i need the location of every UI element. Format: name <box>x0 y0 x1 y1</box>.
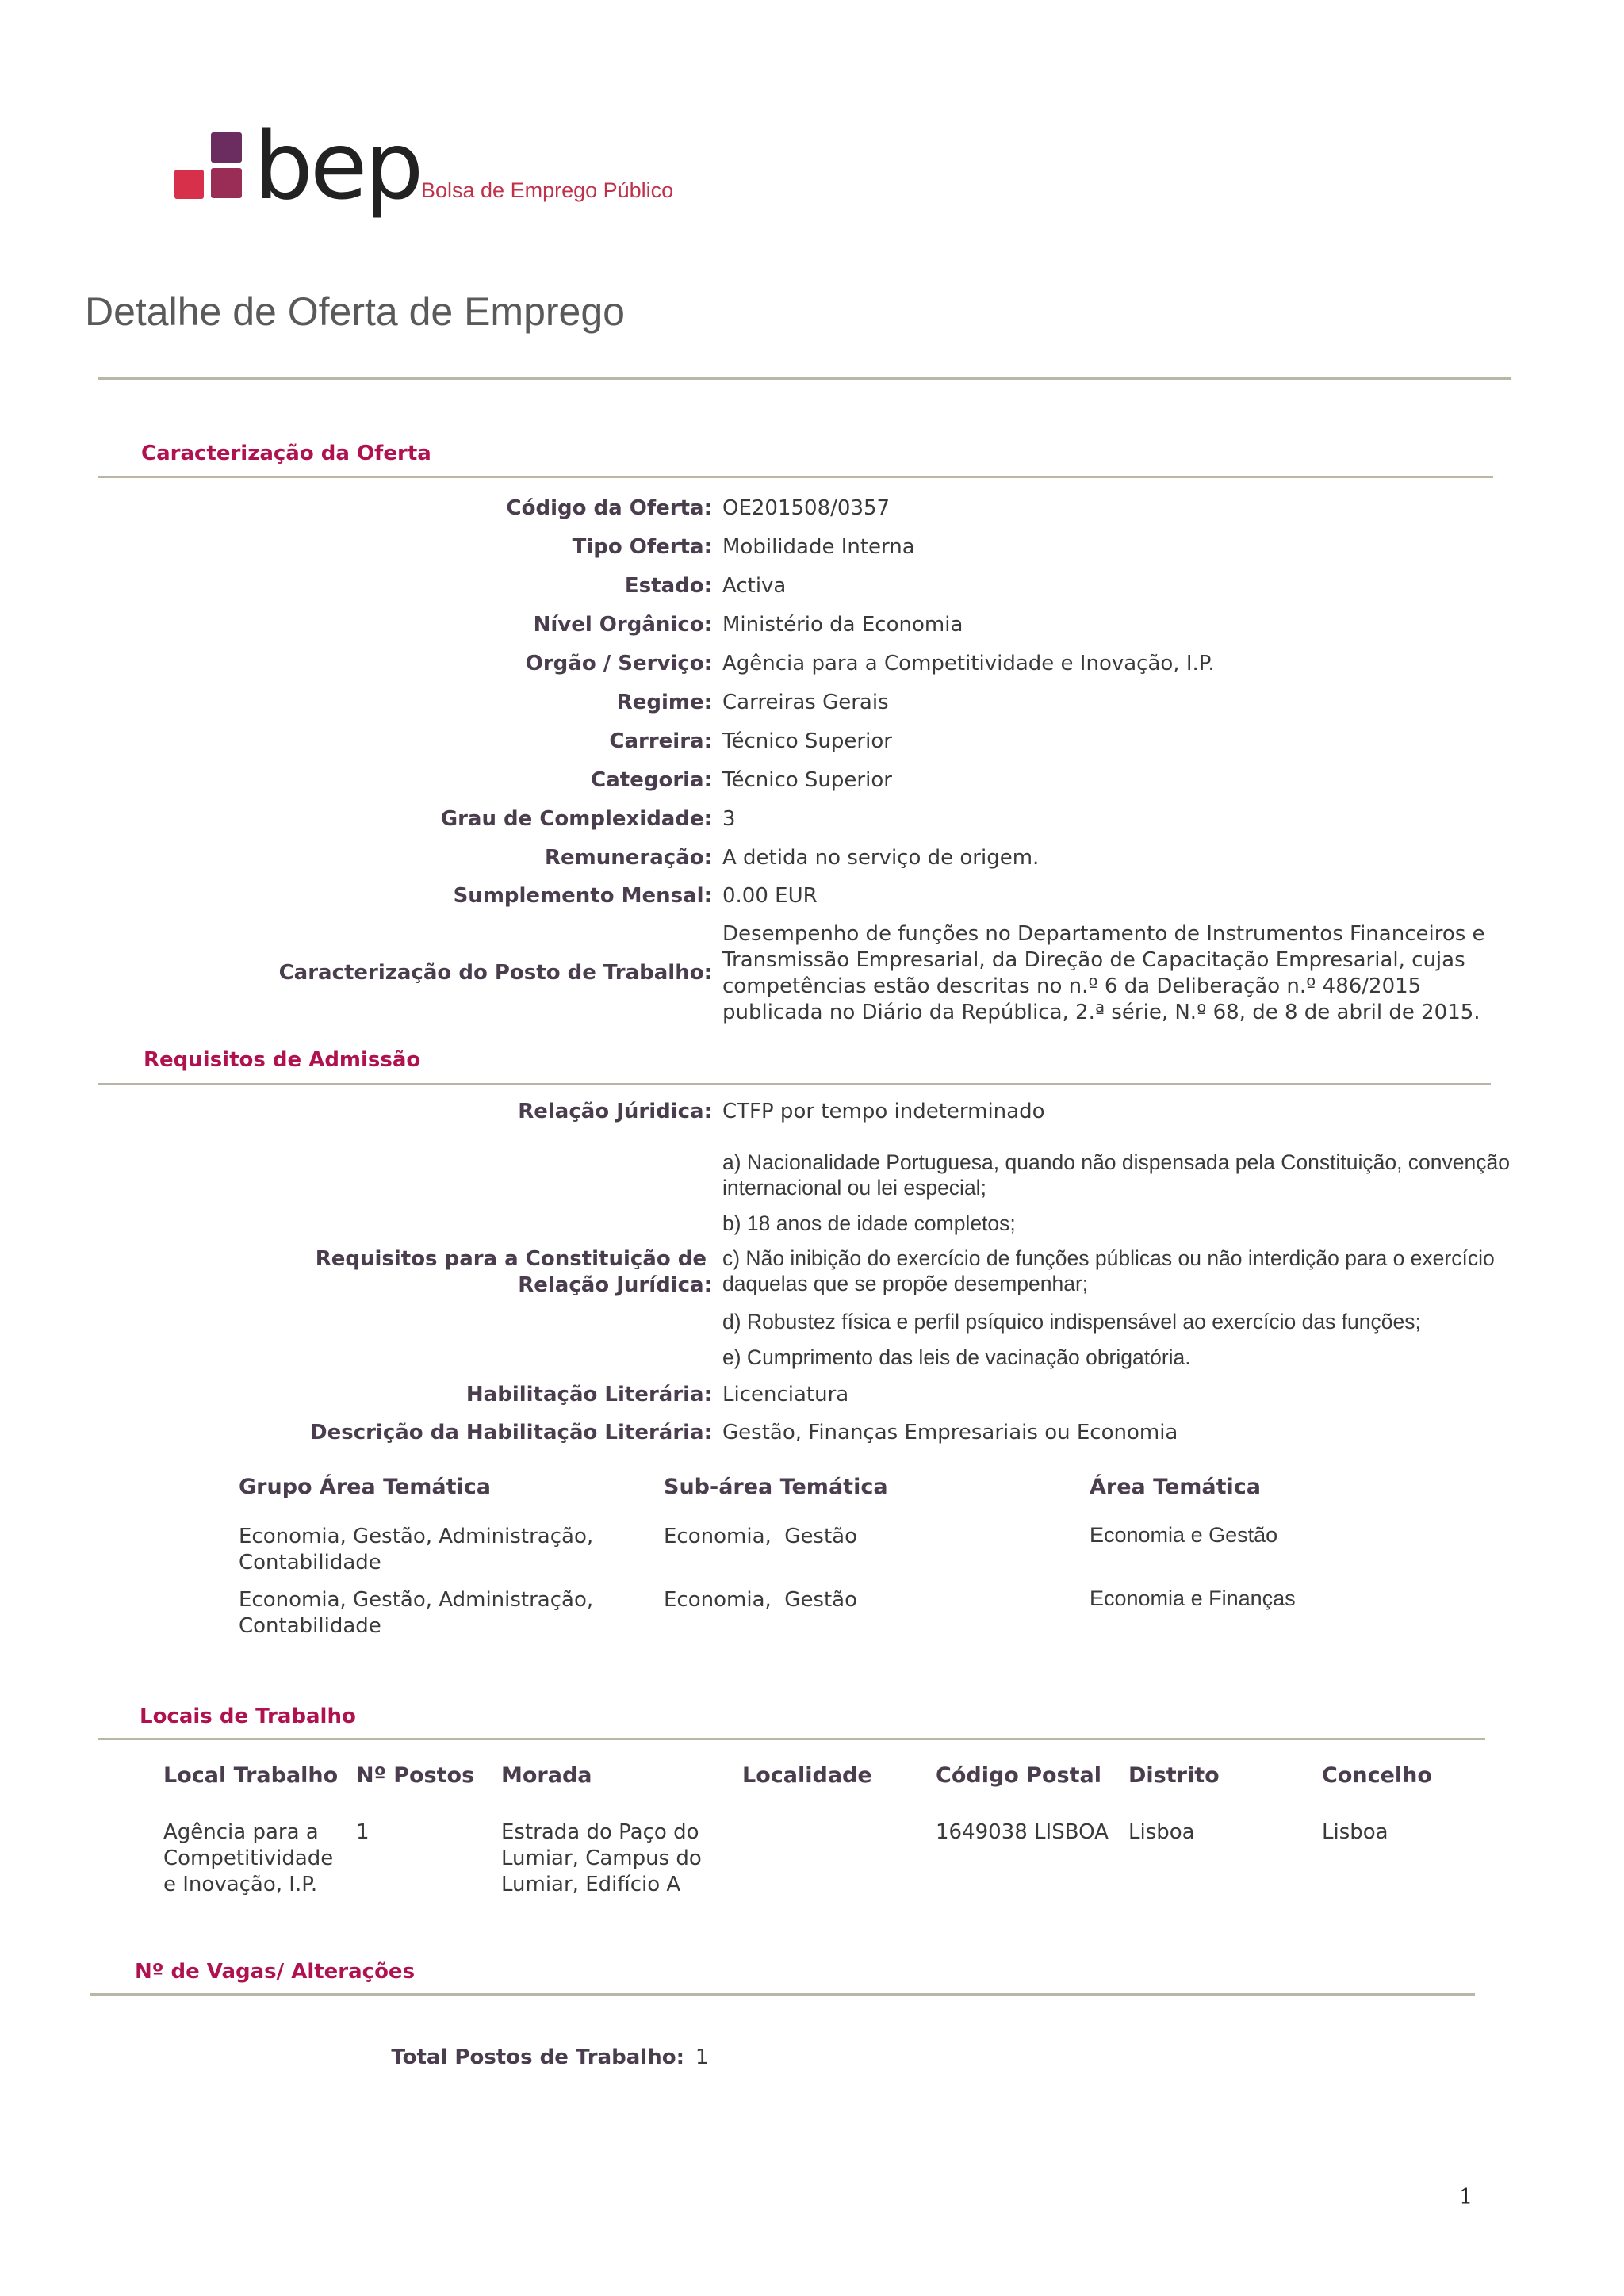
logo-square-red <box>174 170 204 199</box>
field-value-descricao: Gestão, Finanças Empresariais ou Economia <box>722 1421 1178 1445</box>
field-label-regime: Regime: <box>616 691 712 714</box>
field-label-tipo: Tipo Oferta: <box>572 535 712 559</box>
areas-cell-subarea-2: Economia, Gestão <box>664 1588 858 1612</box>
field-value-habilitacao: Licenciatura <box>722 1383 849 1406</box>
locais-cell-morada: Estrada do Paço do Lumiar, Campus do Lumiar, Edifício A <box>501 1820 702 1896</box>
field-value-regime: Carreiras Gerais <box>722 691 889 714</box>
locais-header-morada: Morada <box>501 1763 592 1788</box>
section-divider-requisitos <box>98 1083 1491 1085</box>
areas-cell-grupo-2: Economia, Gestão, Administração, Contabilidade <box>239 1588 594 1638</box>
field-label-constituicao-1: Requisitos para a Constituição de <box>315 1247 707 1271</box>
field-label-codigo: Código da Oferta: <box>506 496 712 520</box>
locais-cell-local: Agência para a Competitividade e Inovação, I.P. <box>163 1820 334 1896</box>
section-divider-caracterizacao <box>98 476 1493 478</box>
total-postos-value: 1 <box>695 2045 709 2069</box>
requirement-item-b: b) 18 anos de idade completos; <box>722 1211 1016 1235</box>
section-title-caracterizacao: Caracterização da Oferta <box>141 442 431 465</box>
areas-header-area: Área Temática <box>1090 1475 1262 1499</box>
areas-cell-subarea-1: Economia, Gestão <box>664 1525 858 1548</box>
locais-header-concelho: Concelho <box>1322 1763 1432 1788</box>
field-label-orgao: Orgão / Serviço: <box>525 652 712 675</box>
field-value-codigo: OE201508/0357 <box>722 496 891 520</box>
field-label-descricao: Descrição da Habilitação Literária: <box>310 1421 712 1445</box>
field-label-estado: Estado: <box>624 574 712 598</box>
section-title-requisitos: Requisitos de Admissão <box>144 1048 421 1072</box>
field-value-tipo: Mobilidade Interna <box>722 535 915 559</box>
page-number: 1 <box>1459 2185 1473 2210</box>
field-label-grau: Grau de Complexidade: <box>440 807 712 831</box>
field-label-habilitacao: Habilitação Literária: <box>465 1383 712 1406</box>
field-value-estado: Activa <box>722 574 787 598</box>
field-value-carreira: Técnico Superior <box>722 729 892 753</box>
section-title-vagas: Nº de Vagas/ Alterações <box>135 1960 416 1984</box>
logo-square-mauve <box>211 168 242 198</box>
locais-header-local: Local Trabalho <box>163 1763 339 1788</box>
section-title-locais: Locais de Trabalho <box>140 1705 356 1728</box>
requirement-item-e: e) Cumprimento das leis de vacinação obrigatória. <box>722 1345 1191 1369</box>
field-value-nivel-organico: Ministério da Economia <box>722 613 963 637</box>
field-value-posto: Desempenho de funções no Departamento de Instrumentos Financeiros e Transmissão Empresarial, da Direção de Capacitação Empresarial, cujas competências estão descritas no n.º 6 da Deliberação n.º 486/2015 publicada no Diário da República, 2.ª série, N.º 68, de 8 de abril de 2015. <box>722 922 1485 1024</box>
field-value-orgao: Agência para a Competitividade e Inovação, I.P. <box>722 652 1215 675</box>
field-value-suplemento: 0.00 EUR <box>722 884 818 908</box>
field-value-grau: 3 <box>722 807 736 831</box>
locais-header-localidade: Localidade <box>742 1763 872 1788</box>
areas-cell-grupo-1: Economia, Gestão, Administração, Contabilidade <box>239 1525 594 1575</box>
field-label-categoria: Categoria: <box>591 768 712 792</box>
field-label-suplemento: Sumplemento Mensal: <box>453 884 712 908</box>
logo-subtitle: Bolsa de Emprego Público <box>421 178 674 202</box>
field-label-remuneracao: Remuneração: <box>545 846 712 870</box>
section-divider-vagas <box>90 1993 1475 1996</box>
locais-cell-postos: 1 <box>356 1820 370 1844</box>
field-label-constituicao-2: Relação Jurídica: <box>518 1273 712 1297</box>
title-divider <box>98 377 1511 380</box>
logo-word: bep <box>254 111 421 220</box>
locais-header-codigo-postal: Código Postal <box>936 1763 1102 1788</box>
areas-header-grupo: Grupo Área Temática <box>239 1475 492 1499</box>
field-value-remuneracao: A detida no serviço de origem. <box>722 846 1040 870</box>
requirement-item-a: a) Nacionalidade Portuguesa, quando não dispensada pela Constituição, convenção internacional ou lei especial; <box>722 1150 1510 1200</box>
field-value-categoria: Técnico Superior <box>722 768 892 792</box>
locais-cell-codigo-postal: 1649038 LISBOA <box>936 1820 1109 1844</box>
page-title: Detalhe de Oferta de Emprego <box>85 289 625 334</box>
areas-cell-area-2: Economia e Finanças <box>1090 1586 1296 1610</box>
locais-cell-distrito: Lisboa <box>1128 1820 1195 1844</box>
locais-cell-concelho: Lisboa <box>1322 1820 1388 1844</box>
requirement-item-d: d) Robustez física e perfil psíquico indispensável ao exercício das funções; <box>722 1310 1421 1334</box>
locais-header-distrito: Distrito <box>1128 1763 1220 1788</box>
field-value-relacao: CTFP por tempo indeterminado <box>722 1100 1045 1123</box>
locais-header-postos: Nº Postos <box>356 1763 475 1788</box>
section-divider-locais <box>98 1738 1485 1740</box>
field-label-nivel-organico: Nível Orgânico: <box>533 613 712 637</box>
field-label-posto: Caracterização do Posto de Trabalho: <box>278 961 712 985</box>
logo-square-purple <box>211 132 242 163</box>
requirement-item-c: c) Não inibição do exercício de funções públicas ou não interdição para o exercício daquelas que se propõe desempenhar; <box>722 1246 1495 1295</box>
field-label-carreira: Carreira: <box>609 729 712 753</box>
areas-cell-area-1: Economia e Gestão <box>1090 1523 1278 1547</box>
areas-header-subarea: Sub-área Temática <box>664 1475 888 1499</box>
total-postos-label: Total Postos de Trabalho: <box>391 2045 684 2069</box>
field-label-relacao: Relação Júridica: <box>518 1100 712 1123</box>
